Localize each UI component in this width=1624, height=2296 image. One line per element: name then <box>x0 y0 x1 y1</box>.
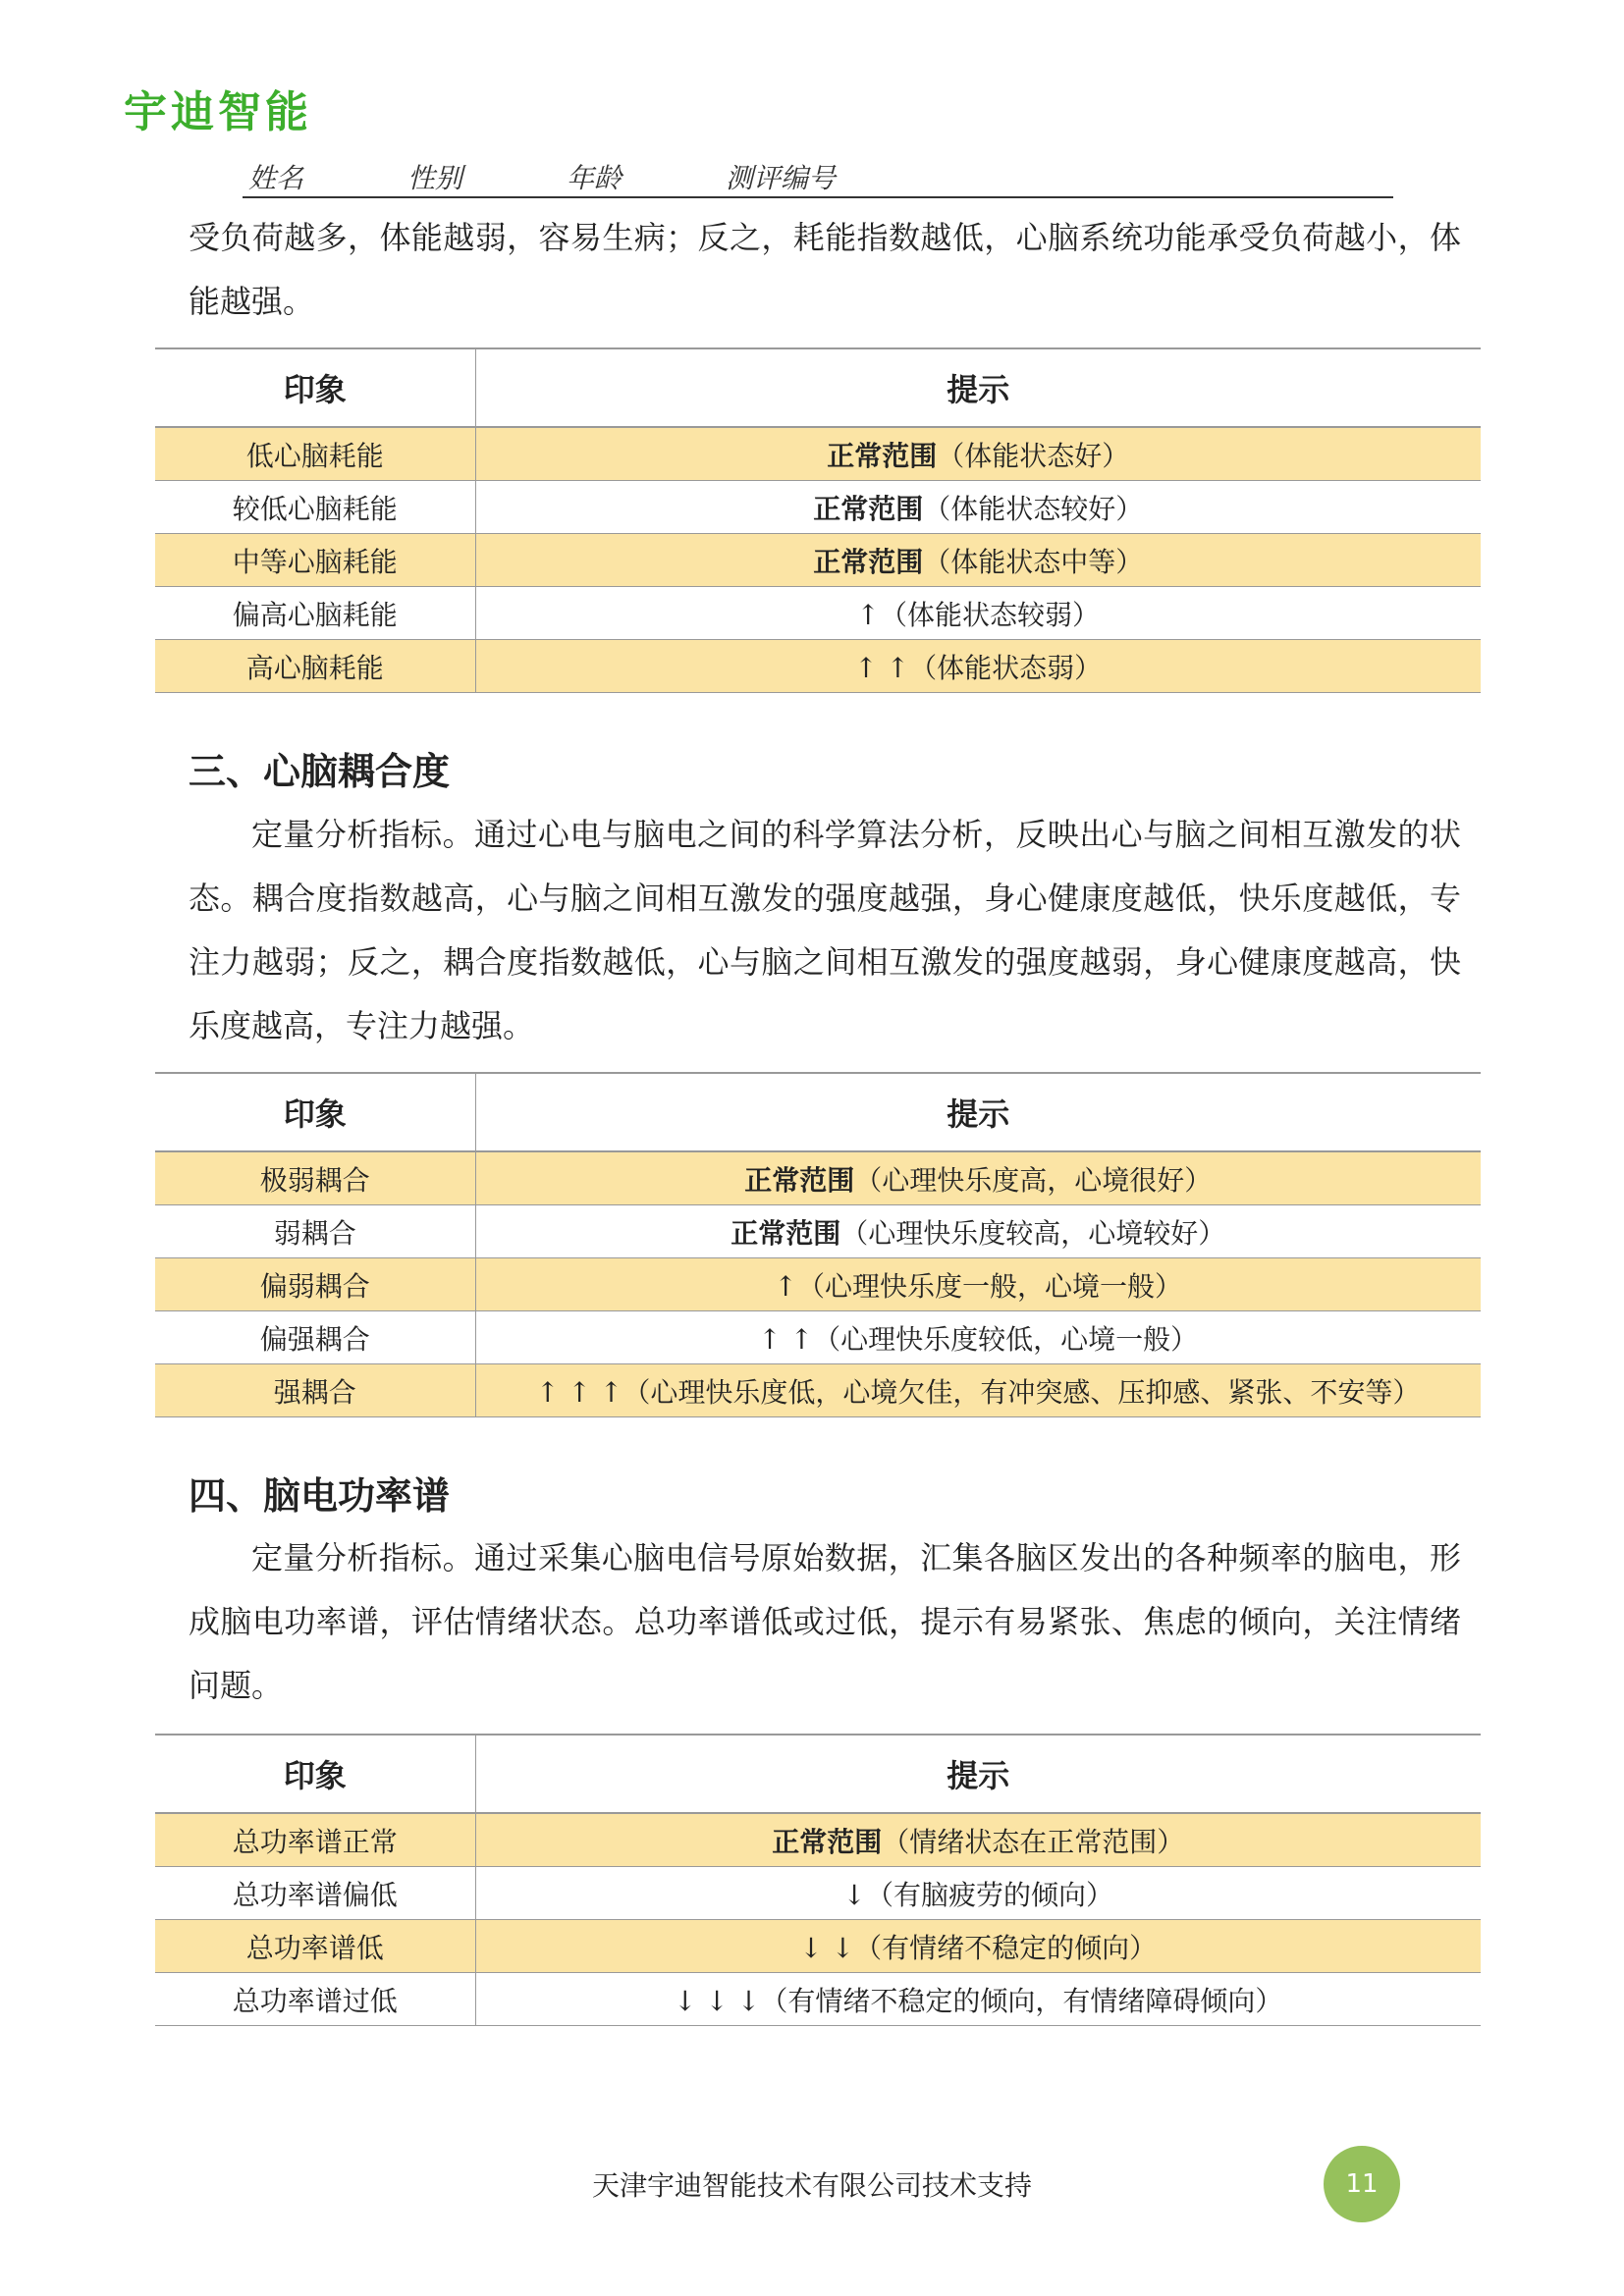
hint-note: （心理快乐度低，心境欠佳，有冲突感、压抑感、紧张、不安等） <box>623 1375 1421 1409</box>
table-row <box>155 1205 1481 1258</box>
row-hint <box>475 1258 1481 1311</box>
row-hint <box>475 587 1481 640</box>
row-hint <box>475 534 1481 587</box>
page-number-badge: 11 <box>1324 2146 1400 2222</box>
hint-note: （体能状态较好） <box>923 492 1144 525</box>
intro-paragraph: 受负荷越多，体能越弱，容易生病；反之，耗能指数越低，心脑系统功能承受负荷越小，体能越强。 <box>189 219 1461 320</box>
assessment-id-field-label: 测评编号 <box>726 162 837 194</box>
row-hint <box>475 1973 1481 2026</box>
normal-range-label: 正常范围 <box>744 1163 855 1197</box>
arrow-indicator: ↑ ↑ <box>758 1322 814 1356</box>
arrow-indicator: ↓ ↓ ↓ <box>674 1984 761 2017</box>
table-row <box>155 640 1481 693</box>
hint-note: （有脑疲劳的倾向） <box>865 1878 1113 1911</box>
row-label: 中等心脑耗能 <box>155 534 475 587</box>
normal-range-label: 正常范围 <box>813 492 924 525</box>
table-row <box>155 427 1481 481</box>
hint-note: （体能状态较弱） <box>879 598 1100 631</box>
normal-range-label: 正常范围 <box>827 439 938 472</box>
table-row <box>155 481 1481 534</box>
hint-note: （心理快乐度较低，心境一般） <box>813 1322 1199 1356</box>
row-hint <box>475 1813 1481 1867</box>
arrow-indicator: ↑ <box>774 1269 797 1303</box>
table-row <box>155 1151 1481 1205</box>
table-row <box>155 1364 1481 1417</box>
company-logo: 宇迪智能 <box>124 87 312 137</box>
row-label: 偏强耦合 <box>155 1311 475 1364</box>
hint-note: （体能状态弱） <box>909 651 1103 684</box>
hint-note: （心理快乐度一般，心境一般） <box>796 1269 1182 1303</box>
row-hint <box>475 1205 1481 1258</box>
row-label: 较低心脑耗能 <box>155 481 475 534</box>
hint-note: （情绪状态在正常范围） <box>882 1825 1185 1858</box>
hint-note: （有情绪不稳定的倾向，有情绪障碍倾向） <box>760 1984 1283 2017</box>
coupling-table <box>155 1072 1481 1417</box>
row-label: 总功率谱低 <box>155 1920 475 1973</box>
table-row <box>155 1867 1481 1920</box>
hint-note: （体能状态中等） <box>923 545 1144 578</box>
row-label: 弱耦合 <box>155 1205 475 1258</box>
normal-range-label: 正常范围 <box>813 545 924 578</box>
table-row <box>155 1813 1481 1867</box>
table-row <box>155 534 1481 587</box>
row-label: 强耦合 <box>155 1364 475 1417</box>
row-hint <box>475 1311 1481 1364</box>
col-header-impression: 印象 <box>155 1735 475 1813</box>
row-hint <box>475 427 1481 481</box>
subject-info-bar <box>243 157 1393 198</box>
section-heading-power-spectrum: 四、脑电功率谱 <box>189 1474 451 1518</box>
row-label: 极弱耦合 <box>155 1151 475 1205</box>
col-header-hint: 提示 <box>475 1073 1481 1151</box>
row-hint <box>475 1920 1481 1973</box>
power-spectrum-paragraph: 定量分析指标。通过采集心脑电信号原始数据，汇集各脑区发出的各种频率的脑电，形成脑电功率谱，评估情绪状态。总功率谱低或过低，提示有易紧张、焦虑的倾向，关注情绪问题。 <box>189 1539 1461 1704</box>
row-label: 高心脑耗能 <box>155 640 475 693</box>
row-label: 偏高心脑耗能 <box>155 587 475 640</box>
arrow-indicator: ↓ <box>842 1878 866 1911</box>
hint-note: （心理快乐度高，心境很好） <box>854 1163 1213 1197</box>
hint-note: （体能状态好） <box>937 439 1130 472</box>
row-label: 总功率谱正常 <box>155 1813 475 1867</box>
row-hint <box>475 1364 1481 1417</box>
table-row <box>155 1311 1481 1364</box>
row-hint <box>475 481 1481 534</box>
col-header-hint: 提示 <box>475 1735 1481 1813</box>
table-row <box>155 587 1481 640</box>
row-label: 总功率谱过低 <box>155 1973 475 2026</box>
name-field-label: 姓名 <box>248 162 304 194</box>
coupling-paragraph: 定量分析指标。通过心电与脑电之间的科学算法分析，反映出心与脑之间相互激发的状态。耦合度指数越高，心与脑之间相互激发的强度越强，身心健康度越低，快乐度越低，专注力越弱；反之，耦合度指数越低，心与脑之间相互激发的强度越弱，身心健康度越高，快乐度越高，专注力越强。 <box>189 816 1461 1044</box>
age-field-label: 年龄 <box>567 162 623 194</box>
hint-note: （有情绪不稳定的倾向） <box>854 1931 1158 1964</box>
col-header-hint: 提示 <box>475 348 1481 427</box>
energy-table <box>155 347 1481 693</box>
row-label: 低心脑耗能 <box>155 427 475 481</box>
table-row <box>155 1973 1481 2026</box>
hint-note: （心理快乐度较高，心境较好） <box>840 1216 1226 1250</box>
normal-range-label: 正常范围 <box>731 1216 841 1250</box>
arrow-indicator: ↓ ↓ <box>799 1931 855 1964</box>
arrow-indicator: ↑ ↑ ↑ <box>536 1375 623 1409</box>
row-label: 偏弱耦合 <box>155 1258 475 1311</box>
section-heading-coupling: 三、心脑耦合度 <box>189 750 451 793</box>
col-header-impression: 印象 <box>155 348 475 427</box>
row-hint <box>475 1867 1481 1920</box>
row-hint <box>475 1151 1481 1205</box>
gender-field-label: 性别 <box>407 162 463 194</box>
arrow-indicator: ↑ ↑ <box>854 651 910 684</box>
footer-support-text: 天津宇迪智能技术有限公司技术支持 <box>591 2169 1032 2202</box>
col-header-impression: 印象 <box>155 1073 475 1151</box>
normal-range-label: 正常范围 <box>772 1825 883 1858</box>
arrow-indicator: ↑ <box>856 598 880 631</box>
power-spectrum-table <box>155 1734 1481 2026</box>
table-row <box>155 1920 1481 1973</box>
row-label: 总功率谱偏低 <box>155 1867 475 1920</box>
table-row <box>155 1258 1481 1311</box>
row-hint <box>475 640 1481 693</box>
